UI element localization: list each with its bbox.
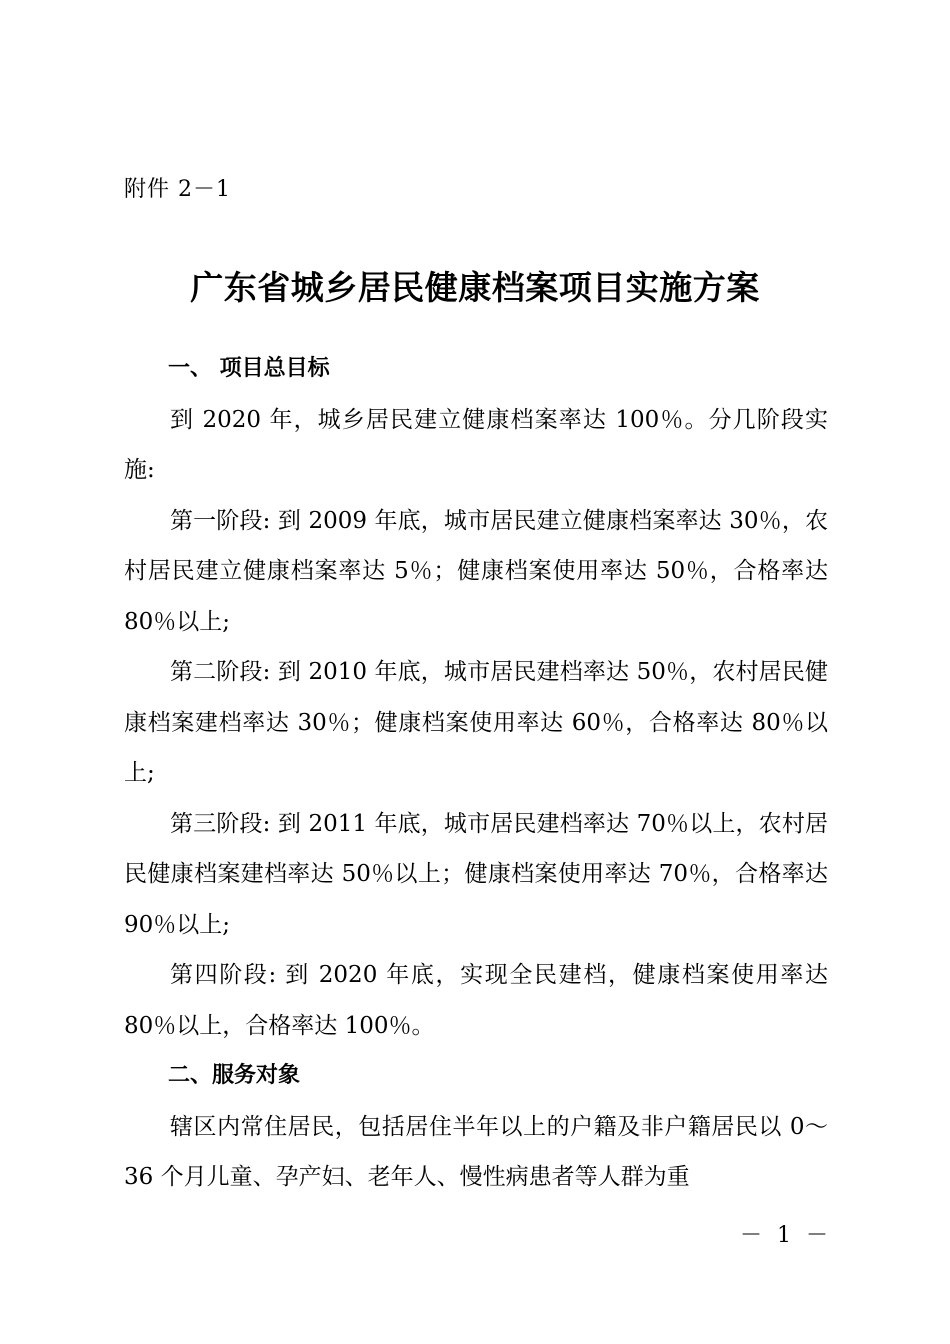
page-number: － 1 － [740,1223,832,1248]
document-body [124,344,828,1203]
section-heading-service: 二、服务对象 [168,1063,301,1088]
stage-4-paragraph: 第四阶段: 到 2020 年底，实现全民建档，健康档案使用率达 80％以上，合格率达 100％。 [124,962,828,1039]
goal-intro-paragraph: 到 2020 年，城乡居民建立健康档案率达 100％。分几阶段实施: [124,406,828,483]
section-heading-goal: 一、 项目总目标 [168,356,330,381]
stage-1-paragraph: 第一阶段: 到 2009 年底，城市居民建立健康档案率达 30％，农村居民建立健康档案率达 5％；健康档案使用率达 50％，合格率达 80％以上; [124,507,828,635]
attachment-label: 附件 2－1 [124,177,231,202]
stage-2-paragraph: 第二阶段: 到 2010 年底，城市居民建档率达 50％，农村居民健康档案建档率达 30％；健康档案使用率达 60％，合格率达 80％以上; [124,659,828,786]
stage-3-paragraph: 第三阶段: 到 2011 年底，城市居民建档率达 70％以上，农村居民健康档案建档率达 50％以上；健康档案使用率达 70％，合格率达 90％以上; [124,810,828,938]
service-paragraph: 辖区内常住居民，包括居住半年以上的户籍及非户籍居民以 0～36 个月儿童、孕产妇、老年人、慢性病患者等人群为重 [124,1113,828,1190]
document-title: 广东省城乡居民健康档案项目实施方案 [190,268,760,307]
